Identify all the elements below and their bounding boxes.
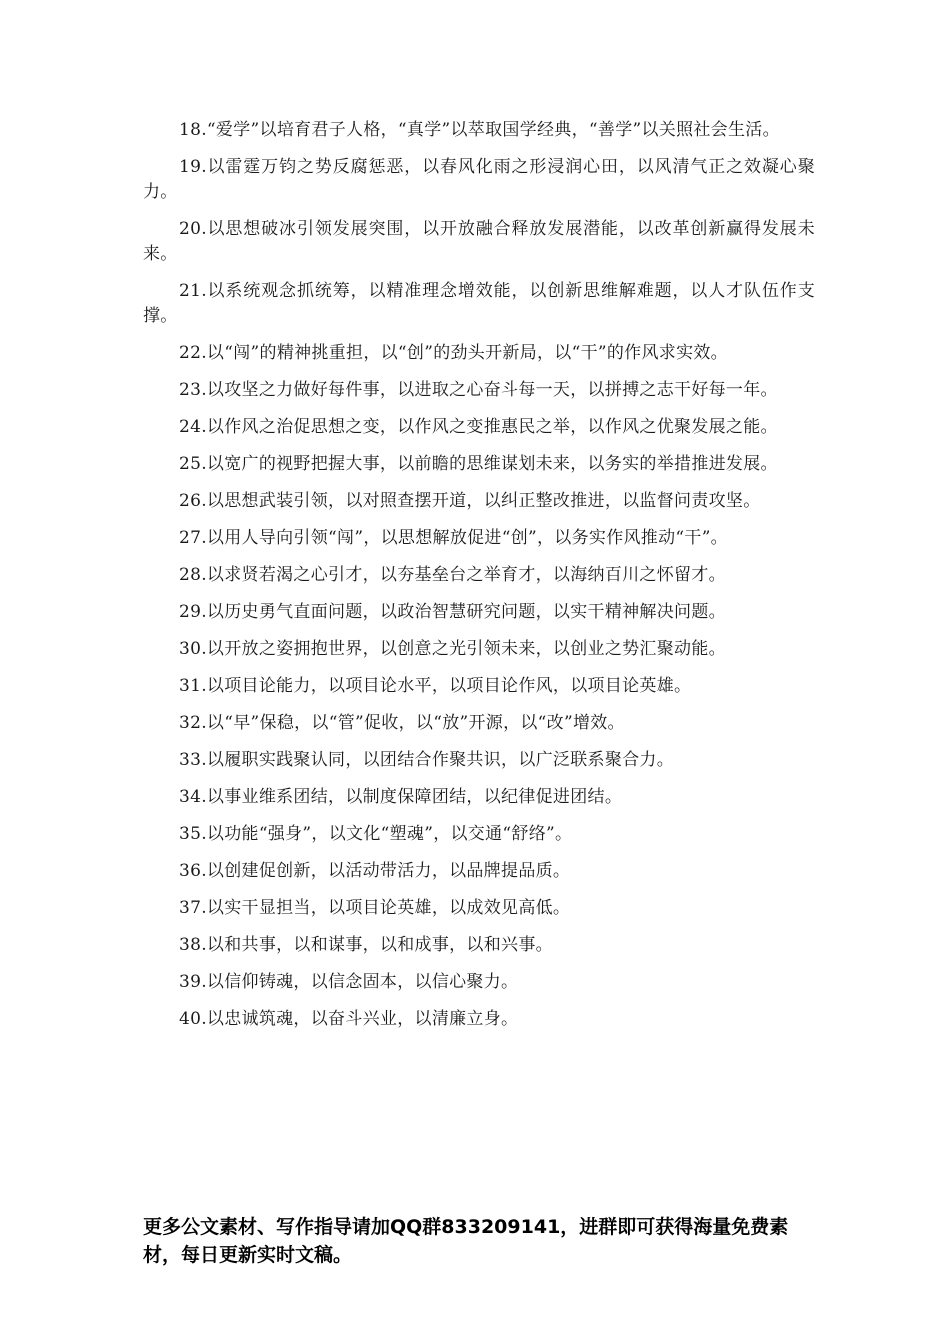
list-item-21: 21.以系统观念抓统筹，以精准理念增效能，以创新思维解难题，以人才队伍作支撑。 — [143, 281, 815, 326]
list-item-22: 22.以“闯”的精神挑重担，以“创”的劲头开新局，以“干”的作风求实效。 — [179, 343, 728, 363]
list-item-28: 28.以求贤若渴之心引才，以夯基垒台之举育才，以海纳百川之怀留才。 — [179, 565, 726, 585]
list-item-24: 24.以作风之治促思想之变，以作风之变推惠民之举，以作风之优聚发展之能。 — [179, 417, 778, 437]
list-item-23: 23.以攻坚之力做好每件事，以进取之心奋斗每一天，以拼搏之志干好每一年。 — [179, 380, 778, 400]
list-item-38: 38.以和共事，以和谋事，以和成事，以和兴事。 — [179, 935, 553, 955]
list-item-31: 31.以项目论能力，以项目论水平，以项目论作风，以项目论英雄。 — [179, 676, 692, 696]
list-item-36: 36.以创建促创新，以活动带活力，以品牌提品质。 — [179, 861, 571, 881]
list-item-25: 25.以宽广的视野把握大事，以前瞻的思维谋划未来，以务实的举措推进发展。 — [179, 454, 778, 474]
footer-promo-note: 更多公文素材、写作指导请加QQ群833209141，进群即可获得海量免费素材，每日更新实时文稿。 — [143, 1216, 789, 1266]
list-item-34: 34.以事业维系团结，以制度保障团结，以纪律促进团结。 — [179, 787, 623, 807]
list-item-32: 32.以“早”保稳，以“管”促收，以“放”开源，以“改”增效。 — [179, 713, 625, 733]
list-item-26: 26.以思想武装引领，以对照查摆开道，以纠正整改推进，以监督问责攻坚。 — [179, 491, 761, 511]
list-item-27: 27.以用人导向引领“闯”，以思想解放促进“创”，以务实作风推动“干”。 — [179, 528, 728, 548]
list-item-37: 37.以实干显担当，以项目论英雄，以成效见高低。 — [179, 898, 571, 918]
list-item-35: 35.以功能“强身”，以文化“塑魂”，以交通“舒络”。 — [179, 824, 573, 844]
list-item-29: 29.以历史勇气直面问题，以政治智慧研究问题，以实干精神解决问题。 — [179, 602, 726, 622]
numbered-list — [143, 118, 815, 1044]
list-item-40: 40.以忠诚筑魂，以奋斗兴业，以清廉立身。 — [179, 1009, 519, 1029]
list-item-19: 19.以雷霆万钧之势反腐惩恶，以春风化雨之形浸润心田，以风清气正之效凝心聚力。 — [143, 157, 815, 202]
list-item-30: 30.以开放之姿拥抱世界，以创意之光引领未来，以创业之势汇聚动能。 — [179, 639, 726, 659]
list-item-33: 33.以履职实践聚认同，以团结合作聚共识，以广泛联系聚合力。 — [179, 750, 675, 770]
list-item-20: 20.以思想破冰引领发展突围，以开放融合释放发展潜能，以改革创新赢得发展未来。 — [143, 219, 815, 264]
list-item-18: 18.“爱学”以培育君子人格，“真学”以萃取国学经典，“善学”以关照社会生活。 — [179, 120, 780, 140]
list-item-39: 39.以信仰铸魂，以信念固本，以信心聚力。 — [179, 972, 519, 992]
